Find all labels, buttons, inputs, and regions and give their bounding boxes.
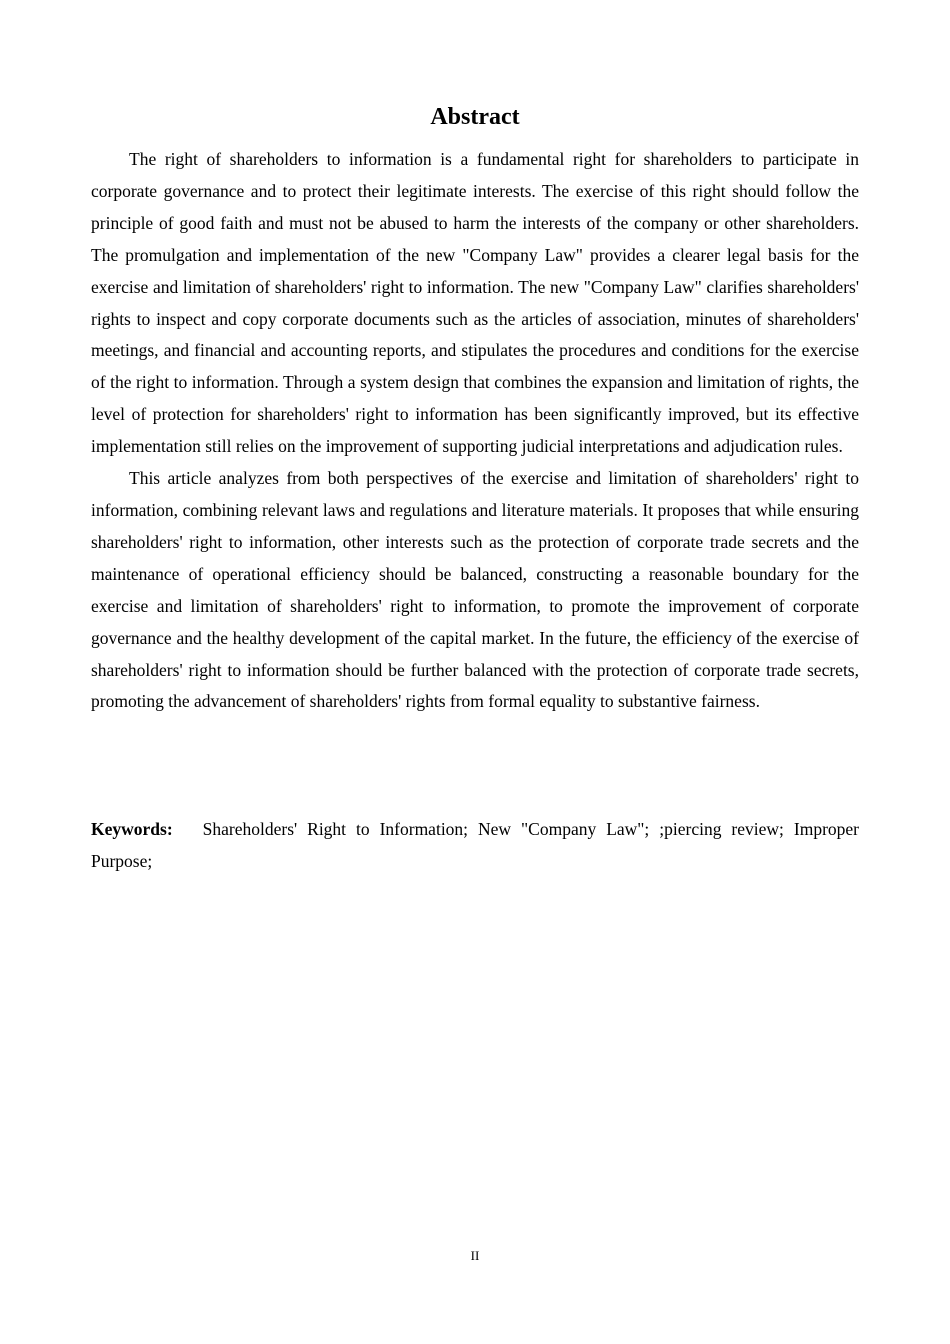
keywords-line (91, 814, 859, 878)
abstract-title: Abstract (430, 104, 520, 130)
abstract-body (91, 144, 859, 718)
keywords-text: Shareholders' Right to Information; New "Company Law"; ;piercing review; Improper Purpose; (91, 819, 859, 871)
abstract-paragraph-1: The right of shareholders to information is a fundamental right for shareholders to participate in corporate governance and to protect their legitimate interests. The exercise of this right should follow the principle of good faith and must not be abused to harm the interests of the company or other shareholders. The promulgation and implementation of the new "Company Law" provides a clearer legal basis for the exercise and limitation of shareholders' right to information. The new "Company Law" clarifies shareholders' rights to inspect and copy corporate documents such as the articles of association, minutes of shareholders' meetings, and financial and accounting reports, and stipulates the procedures and conditions for the exercise of the right to information. Through a system design that combines the expansion and limitation of rights, the level of protection for shareholders' right to information has been significantly improved, but its effective implementation still relies on the improvement of supporting judicial interpretations and adjudication rules. (91, 149, 859, 457)
abstract-paragraph-2: This article analyzes from both perspectives of the exercise and limitation of shareholders' right to information, combining relevant laws and regulations and literature materials. It proposes that while ensuring shareholders' right to information, other interests such as the protection of corporate trade secrets and the maintenance of operational efficiency should be balanced, constructing a reasonable boundary for the exercise and limitation of shareholders' right to information, to promote the improvement of corporate governance and the healthy development of the capital market. In the future, the efficiency of the exercise of shareholders' right to information should be further balanced with the protection of corporate trade secrets, promoting the advancement of shareholders' rights from formal equality to substantive fairness. (91, 468, 859, 712)
page-number: II (470, 1248, 480, 1263)
keywords-label: Keywords: (91, 819, 173, 839)
